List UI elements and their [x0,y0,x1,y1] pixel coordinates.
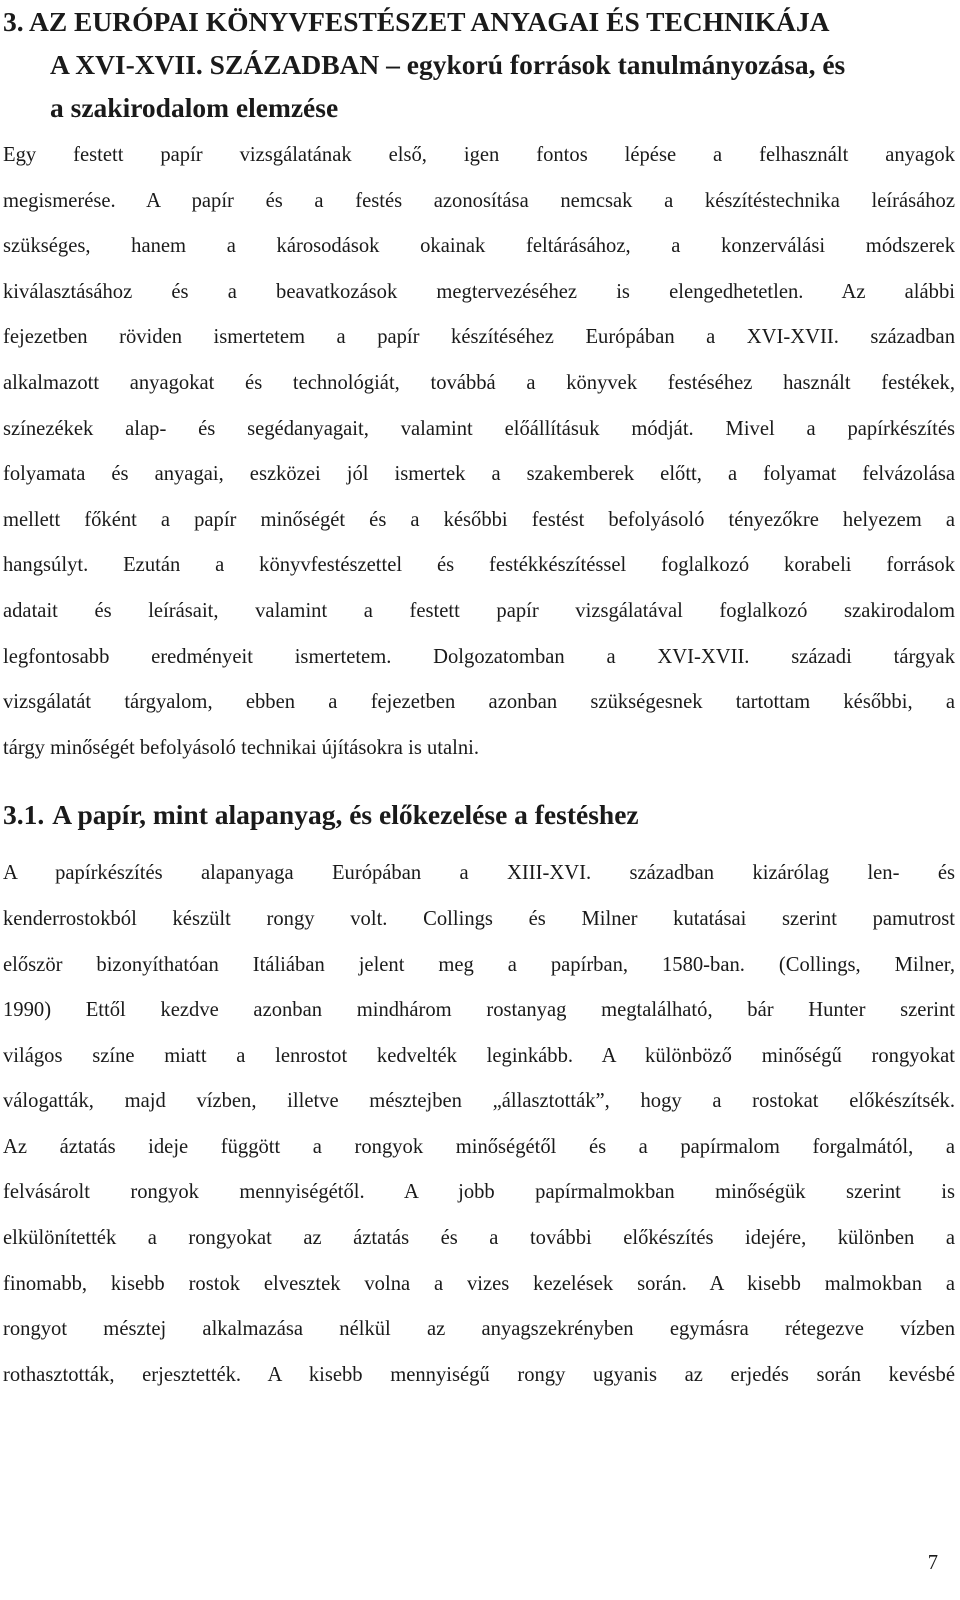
paragraph-line: válogatták, majd vízben, illetve mésztejben „állasztották”, hogy a rostokat előkészítsék. [3,1090,955,1113]
paragraph-line: legfontosabb eredményeit ismertetem. Dolgozatomban a XVI-XVII. századi tárgyak [3,645,955,668]
paragraph-line: folyamata és anyagai, eszközei jól ismertek a szakemberek előtt, a folyamat felvázolása [3,463,955,486]
paragraph-line: kiválasztásához és a beavatkozások megtervezéséhez is elengedhetetlen. Az alábbi [3,280,955,303]
paragraph-line: elkülönítették a rongyokat az áztatás és a további előkészítés idejére, különben a [3,1227,955,1250]
paragraph-line: felvásárolt rongyok mennyiségétől. A jobb papírmalmokban minőségük szerint is [3,1181,955,1204]
paragraph-line: világos színe miatt a lenrostot kedvelték leginkább. A különböző minőségű rongyokat [3,1044,955,1067]
paragraph-line: Az áztatás ideje függött a rongyok minőségétől és a papírmalom forgalmától, a [3,1135,955,1158]
paragraph-line: Egy festett papír vizsgálatának első, igen fontos lépése a felhasznált anyagok [3,144,955,166]
chapter-title-line: a szakirodalom elemzése [50,92,339,123]
paragraph-line: rothasztották, erjesztették. A kisebb mennyiségű rongy ugyanis az erjedés során kevésbé [3,1363,955,1386]
section-heading [3,795,955,835]
chapter-title [3,0,955,129]
paragraph-line: először bizonyíthatóan Itáliában jelent meg a papírban, 1580-ban. (Collings, Milner, [3,953,955,976]
paragraph-line: mellett főként a papír minőségét és a későbbi festést befolyásoló tényezőkre helyezem a [3,508,955,531]
paragraph-line: hangsúlyt. Ezután a könyvfestészettel és festékkészítéssel foglalkozó korabeli források [3,554,955,577]
paragraph-line: megismerése. A papír és a festés azonosítása nemcsak a készítéstechnika leírásához [3,189,955,212]
paragraph-line: tárgy minőségét befolyásoló technikai újításokra is utalni. [3,736,480,759]
paragraph-line: adatait és leírásait, valamint a festett papír vizsgálatával foglalkozó szakirodalom [3,599,955,622]
paragraph-line: 1990) Ettől kezdve azonban mindhárom rostanyag megtalálható, bár Hunter szerint [3,999,955,1022]
paragraph-line: fejezetben röviden ismertetem a papír készítéséhez Európában a XVI-XVII. században [3,326,955,349]
paragraph-line: finomabb, kisebb rostok elvesztek volna a vizes kezelések során. A kisebb malmokban a [3,1272,955,1295]
paragraph-line: A papírkészítés alapanyaga Európában a XIII-XVI. században kizárólag len- és [3,862,955,885]
document-page [3,0,955,1398]
paragraph-line: rongyot mésztej alkalmazása nélkül az anyagszekrényben egymásra rétegezve vízben [3,1318,955,1341]
page-number: 7 [927,1552,938,1574]
paragraph-line: színezékek alap- és segédanyagait, valamint előállításuk módját. Mivel a papírkészítés [3,417,955,440]
chapter-title-line: A XVI-XVII. SZÁZADBAN – egykorú források tanulmányozása, és [50,49,846,80]
paragraph-line: vizsgálatát tárgyalom, ebben a fejezetben azonban szükségesnek tartottam későbbi, a [3,691,955,714]
chapter-title-line: 3. AZ EURÓPAI KÖNYVFESTÉSZET ANYAGAI ÉS TECHNIKÁJA [3,6,830,37]
intro-paragraph [3,133,955,771]
paragraph-line: kenderrostokból készült rongy volt. Collings és Milner kutatásai szerint pamutrost [3,907,955,930]
section-title: A papír, mint alapanyag, és előkezelése a festéshez [52,799,639,831]
paragraph-line: szükséges, hanem a károsodások okainak feltárásához, a konzerválási módszerek [3,235,955,258]
section-number: 3.1. [3,799,45,831]
paragraph-line: alkalmazott anyagokat és technológiát, továbbá a könyvek festéséhez használt festékek, [3,371,955,394]
section-paragraph [3,851,955,1398]
